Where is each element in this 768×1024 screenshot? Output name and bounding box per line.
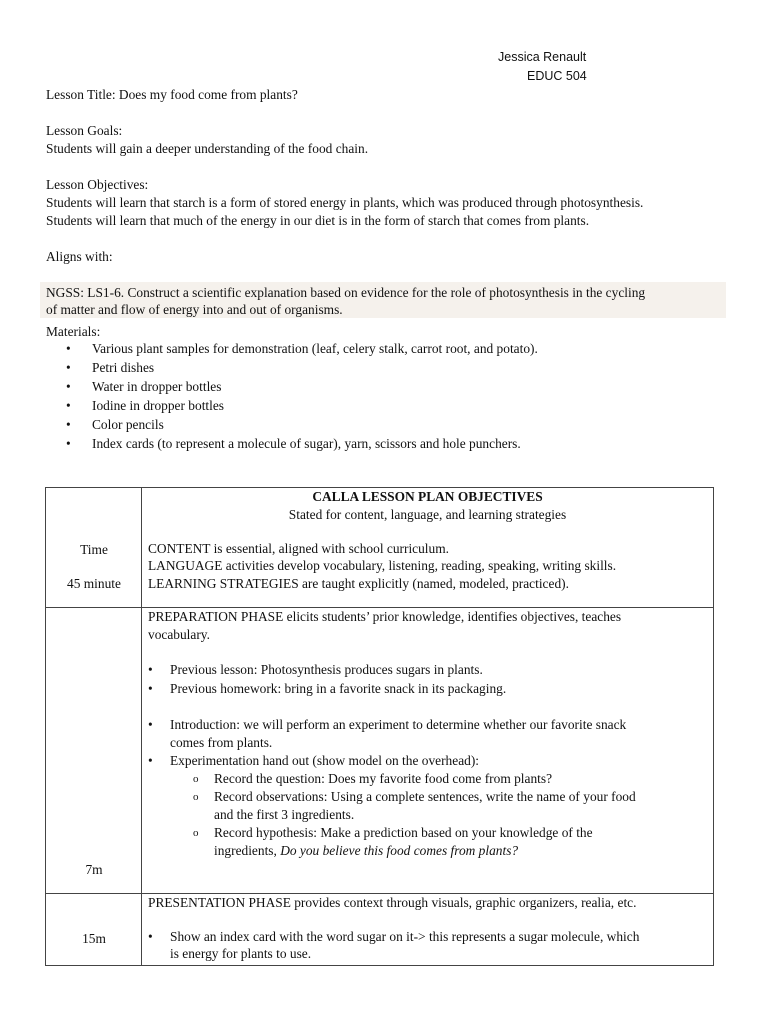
material-item: • Color pencils — [46, 416, 538, 435]
objectives-cell — [142, 488, 714, 608]
time-cell — [46, 894, 142, 966]
aligns-with-label: Aligns with: — [46, 249, 113, 264]
table-row — [46, 894, 714, 966]
hypothesis-question: Do you believe this food comes from plants? — [280, 843, 519, 858]
sub-bullet-continued: and the first 3 ingredients. — [214, 807, 355, 822]
material-item: • Iodine in dropper bottles — [46, 397, 538, 416]
preparation-phase-cell — [142, 608, 714, 894]
bullet-item: • Previous lesson: Photosynthesis produces sugars in plants. — [170, 661, 483, 679]
total-duration: 45 minute — [67, 576, 121, 591]
ngss-standard-continued: of matter and flow of energy into and out of organisms. — [46, 302, 343, 317]
sub-bullet-item: o Record observations: Using a complete sentences, write the name of your food — [214, 788, 636, 806]
table-title: CALLA LESSON PLAN OBJECTIVES — [312, 489, 543, 504]
strategies-statement: LEARNING STRATEGIES are taught explicitly (named, modeled, practiced). — [148, 576, 569, 591]
calla-lesson-plan-table — [45, 487, 714, 966]
materials-heading: Materials: — [46, 324, 101, 339]
bullet-item-continued: comes from plants. — [170, 735, 273, 750]
bullet-item: • Previous homework: bring in a favorite snack in its packaging. — [170, 680, 506, 698]
sub-bullet-item: o Record hypothesis: Make a prediction based on your knowledge of the — [214, 824, 593, 842]
bullet-item: • Introduction: we will perform an experiment to determine whether our favorite snack — [170, 716, 626, 734]
preparation-intro: PREPARATION PHASE elicits students’ prior knowledge, identifies objectives, teaches — [148, 609, 622, 624]
table-subtitle: Stated for content, language, and learning strategies — [288, 507, 567, 522]
materials-list — [46, 340, 538, 454]
course-code: EDUC 504 — [527, 69, 587, 83]
ngss-standard: NGSS: LS1-6. Construct a scientific explanation based on evidence for the role of photosynthesis in the cycling — [46, 285, 646, 300]
language-statement: LANGUAGE activities develop vocabulary, listening, reading, speaking, writing skills. — [148, 558, 617, 573]
material-item: • Petri dishes — [46, 359, 538, 378]
objective-item: Students will learn that starch is a form of stored energy in plants, which was produced through photosynthesis. — [46, 195, 644, 210]
sub-bullet-item: o Record the question: Does my favorite food come from plants? — [214, 770, 552, 788]
material-item: • Various plant samples for demonstration (leaf, celery stalk, carrot root, and potato). — [46, 340, 538, 359]
lesson-title: Lesson Title: Does my food come from plants? — [46, 87, 298, 102]
material-item: • Water in dropper bottles — [46, 378, 538, 397]
goals-text: Students will gain a deeper understanding of the food chain. — [46, 141, 369, 156]
preparation-intro-continued: vocabulary. — [148, 627, 210, 642]
sub-bullet-continued — [214, 842, 518, 860]
material-item: • Index cards (to represent a molecule of sugar), yarn, scissors and hole punchers. — [46, 435, 538, 454]
bullet-item-continued: is energy for plants to use. — [170, 946, 312, 961]
bullet-item: • Experimentation hand out (show model on the overhead): — [170, 752, 479, 770]
presentation-phase-cell — [142, 894, 714, 966]
time-label: Time — [80, 542, 108, 557]
phase-duration: 7m — [85, 862, 103, 877]
time-cell — [46, 488, 142, 608]
table-row — [46, 488, 714, 608]
table-row — [46, 608, 714, 894]
sub-bullet-text: ingredients, — [214, 843, 281, 858]
time-cell — [46, 608, 142, 894]
goals-heading: Lesson Goals: — [46, 123, 123, 138]
phase-duration: 15m — [82, 931, 106, 946]
content-statement: CONTENT is essential, aligned with school curriculum. — [148, 541, 449, 556]
objective-item: Students will learn that much of the energy in our diet is in the form of starch that comes from plants. — [46, 213, 590, 228]
bullet-item: • Show an index card with the word sugar on it-> this represents a sugar molecule, which — [170, 928, 639, 946]
author-name: Jessica Renault — [498, 50, 587, 64]
objectives-heading: Lesson Objectives: — [46, 177, 149, 192]
presentation-intro: PRESENTATION PHASE provides context through visuals, graphic organizers, realia, etc. — [148, 895, 637, 910]
